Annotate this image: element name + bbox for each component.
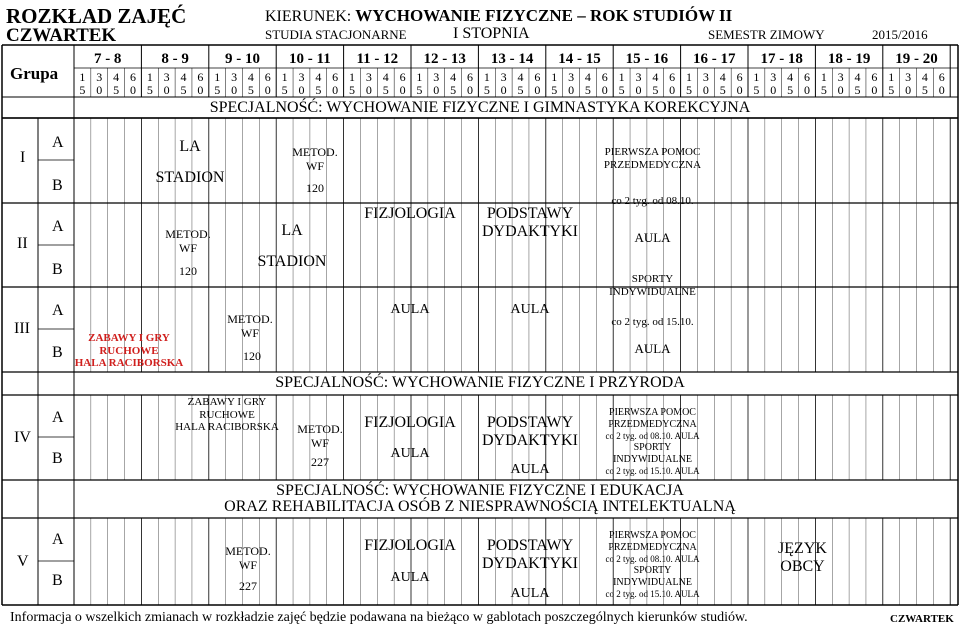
quarter-bottom-label: 5 [483, 83, 490, 97]
subgroup-I-B: B [52, 177, 63, 194]
quarter-bottom-label: 0 [298, 83, 305, 97]
hour-label: 8 - 9 [161, 51, 189, 67]
quarter-bottom-label: 5 [247, 83, 254, 97]
quarter-bottom-label: 0 [433, 83, 440, 97]
class-line-1: PODSTAWY [486, 414, 574, 431]
quarter-bottom-label: 0 [803, 83, 810, 97]
class-venue: HALA RACIBORSKA [74, 357, 184, 370]
quarter-top-label: 3 [298, 70, 305, 84]
venue-stadion-group-II [242, 253, 342, 271]
venue-name: STADION [155, 169, 225, 186]
frequency-text: co 2 tyg. od 08.10. [605, 431, 673, 441]
quarter-top-label: 4 [517, 70, 524, 84]
quarter-bottom-label: 0 [837, 83, 844, 97]
hour-label: 12 - 13 [423, 51, 466, 67]
hour-label: 15 - 16 [625, 51, 669, 67]
class-line-2: WF [311, 435, 329, 450]
room-name: AULA [674, 588, 700, 599]
class-line-2: WF [179, 240, 197, 255]
kierunek-label: KIERUNEK: [265, 8, 352, 25]
hour-label: 10 - 11 [289, 51, 331, 67]
stopien: I STOPNIA [453, 25, 530, 42]
class-line-1: PIERWSZA POMOC [609, 407, 696, 418]
quarter-top-label: 4 [450, 70, 457, 84]
quarter-bottom-label: 5 [113, 83, 120, 97]
kierunek-value: WYCHOWANIE FIZYCZNE – ROK STUDIÓW II [355, 6, 733, 25]
quarter-top-label: 1 [888, 70, 895, 84]
quarter-top-label: 4 [787, 70, 794, 84]
quarter-top-label: 1 [753, 70, 760, 84]
class-line-2: PRZEDMEDYCZNA [608, 419, 697, 430]
quarter-top-label: 1 [214, 70, 221, 84]
class-podstawy-dydaktyki-IV [470, 414, 590, 451]
quarter-bottom-label: 5 [921, 83, 928, 97]
class-line-2: WF [241, 325, 259, 340]
quarter-bottom-label: 0 [736, 83, 743, 97]
quarter-bottom-label: 5 [382, 83, 389, 97]
footer-day-tag: CZWARTEK [890, 613, 954, 625]
hour-label: 7 - 8 [93, 51, 122, 67]
class-name: LA [281, 222, 303, 239]
quarter-bottom-label: 0 [466, 83, 473, 97]
quarter-top-label: 4 [382, 70, 389, 84]
class-line-2: RUCHOWE [199, 408, 255, 421]
quarter-top-label: 6 [466, 70, 473, 84]
quarter-bottom-label: 0 [231, 83, 238, 97]
subgroup-II-A: A [52, 218, 64, 235]
quarter-top-label: 4 [652, 70, 659, 84]
quarter-bottom-label: 0 [601, 83, 608, 97]
quarter-top-label: 3 [231, 70, 238, 84]
quarter-bottom-label: 0 [264, 83, 271, 97]
group-label-V: V [17, 553, 29, 570]
quarter-top-label: 4 [180, 70, 187, 84]
quarter-top-label: 4 [315, 70, 322, 84]
specialization-2: SPECJALNOŚĆ: WYCHOWANIE FIZYCZNE I PRZYRODA [275, 374, 685, 391]
quarter-bottom-label: 0 [568, 83, 575, 97]
frequency-text: co 2 tyg. od 15.10. [611, 316, 694, 328]
hour-label: 18 - 19 [827, 51, 871, 67]
grupa-label: Grupa [10, 64, 59, 83]
class-line-1: PIERWSZA POMOC [609, 530, 696, 541]
frequency-1510-line [590, 466, 715, 477]
quarter-top-label: 1 [618, 70, 625, 84]
quarter-bottom-label: 5 [888, 83, 895, 97]
class-jezyk-obcy [755, 540, 850, 577]
class-line-2: WF [239, 557, 257, 572]
class-metod-wf-group-I [275, 146, 355, 174]
room-name: AULA [674, 465, 700, 476]
schedule-title: ROZKŁAD ZAJĘĆ [6, 4, 187, 28]
quarter-bottom-label: 5 [180, 83, 187, 97]
class-pierwsza-sporty-V [590, 530, 715, 600]
quarter-top-label: 4 [584, 70, 591, 84]
quarter-top-label: 1 [146, 70, 153, 84]
quarter-top-label: 3 [837, 70, 844, 84]
class-fizjologia-I-III [350, 205, 470, 223]
quarter-bottom-label: 5 [618, 83, 625, 97]
quarter-bottom-label: 0 [635, 83, 642, 97]
class-line-4: INDYWIDUALNE [613, 576, 692, 588]
subgroup-IV-B: B [52, 450, 63, 467]
quarter-top-label: 4 [921, 70, 928, 84]
room-name: AULA [390, 446, 430, 461]
quarter-bottom-label: 0 [399, 83, 406, 97]
class-line-2: INDYWIDUALNE [609, 285, 696, 298]
subgroup-V-B: B [52, 572, 63, 589]
class-la-group-I [150, 138, 230, 156]
class-line-1: METOD. [297, 422, 343, 436]
room-120-group-I [275, 182, 355, 196]
room-name: AULA [510, 462, 550, 477]
academic-year: 2015/2016 [872, 27, 928, 42]
footer-info: Informacja o wszelkich zmianach w rozkładzie zajęć będzie podawana na bieżąco w gablotach poszczególnych kierunków studiów. [10, 610, 748, 625]
quarter-bottom-label: 5 [753, 83, 760, 97]
quarter-top-label: 6 [332, 70, 339, 84]
studia-type: STUDIA STACJONARNE [265, 27, 407, 42]
class-line-1: PODSTAWY [486, 205, 574, 222]
quarter-top-label: 1 [820, 70, 827, 84]
quarter-top-label: 3 [365, 70, 372, 84]
room-aula-fizjologia-IV [370, 446, 450, 462]
quarter-top-label: 6 [534, 70, 541, 84]
class-metod-wf-group-V [208, 545, 288, 573]
quarter-bottom-label: 5 [652, 83, 659, 97]
quarter-bottom-label: 5 [686, 83, 693, 97]
group-label-III: III [14, 320, 30, 337]
frequency-1510 [590, 316, 715, 329]
room-name: AULA [674, 431, 700, 441]
class-metod-wf-group-IV [280, 423, 360, 451]
group-label-IV: IV [14, 429, 31, 446]
class-line-2: DYDAKTYKI [482, 223, 578, 241]
hour-label: 19 - 20 [895, 51, 938, 67]
class-zabawy-group-III [74, 332, 184, 370]
quarter-top-label: 1 [416, 70, 423, 84]
quarter-bottom-label: 0 [905, 83, 912, 97]
quarter-bottom-label: 5 [517, 83, 524, 97]
quarter-top-label: 3 [770, 70, 777, 84]
room-120-group-III [212, 350, 292, 364]
class-line-2: OBCY [780, 558, 825, 576]
quarter-bottom-label: 5 [315, 83, 322, 97]
quarter-bottom-label: 0 [365, 83, 372, 97]
class-line-1: METOD. [227, 312, 273, 326]
quarter-top-label: 1 [281, 70, 288, 84]
frequency-text: co 2 tyg. od 08.10. [611, 195, 694, 207]
room-number: 120 [243, 349, 261, 363]
room-number: 120 [306, 181, 324, 195]
quarter-top-label: 3 [568, 70, 575, 84]
class-line-2: DYDAKTYKI [482, 432, 578, 450]
frequency-0810-line [590, 431, 715, 442]
class-line-3: SPORTY [633, 564, 672, 576]
class-la-group-II [252, 222, 332, 240]
room-aula-podstawy-V [490, 586, 570, 602]
group-label-II: II [17, 235, 28, 252]
room-number: 227 [239, 579, 257, 593]
frequency-text: co 2 tyg. od 15.10. [605, 588, 673, 599]
quarter-bottom-label: 0 [669, 83, 676, 97]
quarter-bottom-label: 0 [96, 83, 103, 97]
subgroup-II-B: B [52, 261, 63, 278]
quarter-bottom-label: 0 [332, 83, 339, 97]
class-fizjologia-IV [350, 414, 470, 432]
frequency-0810-line [590, 554, 715, 565]
class-line-2: PRZEDMEDYCZNA [603, 158, 702, 171]
room-aula-podstawy [490, 302, 570, 318]
quarter-bottom-label: 0 [534, 83, 541, 97]
room-number: 120 [179, 264, 197, 278]
hour-label: 14 - 15 [558, 51, 601, 67]
class-line-1: JĘZYK [778, 540, 827, 557]
quarter-top-label: 3 [96, 70, 103, 84]
hour-label: 16 - 17 [693, 51, 736, 67]
quarter-bottom-label: 5 [820, 83, 827, 97]
subgroup-V-A: A [52, 531, 64, 548]
room-name: AULA [674, 554, 700, 564]
room-227-group-V [208, 580, 288, 594]
quarter-bottom-label: 5 [416, 83, 423, 97]
group-label-I: I [20, 149, 26, 166]
quarter-bottom-label: 0 [197, 83, 204, 97]
room-aula-pierwsza [590, 231, 715, 246]
class-line-1: METOD. [225, 544, 271, 558]
class-line-3: SPORTY [633, 441, 672, 453]
room-name: AULA [634, 230, 671, 245]
room-aula-fizjologia [370, 302, 450, 318]
quarter-bottom-label: 5 [349, 83, 356, 97]
quarter-top-label: 6 [197, 70, 204, 84]
class-line-1: PIERWSZA POMOC [604, 146, 701, 158]
quarter-top-label: 6 [803, 70, 810, 84]
quarter-top-label: 4 [719, 70, 726, 84]
quarter-bottom-label: 0 [163, 83, 170, 97]
subgroup-III-B: B [52, 344, 63, 361]
hour-label: 11 - 12 [356, 51, 399, 67]
room-227-group-IV [280, 456, 360, 470]
quarter-bottom-label: 5 [787, 83, 794, 97]
frequency-1510-line [590, 589, 715, 600]
class-podstawy-dydaktyki-V [470, 537, 590, 574]
room-aula-podstawy-IV [490, 462, 570, 478]
quarter-top-label: 6 [938, 70, 945, 84]
room-name: AULA [634, 341, 671, 356]
semester: SEMESTR ZIMOWY [708, 27, 825, 42]
day-label: CZWARTEK [6, 25, 117, 46]
quarter-bottom-label: 5 [214, 83, 221, 97]
class-name: FIZJOLOGIA [364, 537, 456, 554]
quarter-top-label: 1 [686, 70, 693, 84]
class-name: FIZJOLOGIA [364, 205, 456, 222]
class-line-1: METOD. [292, 145, 338, 159]
room-name: AULA [510, 302, 550, 317]
quarter-bottom-label: 5 [719, 83, 726, 97]
quarter-bottom-label: 0 [871, 83, 878, 97]
room-120-group-II [148, 265, 228, 279]
quarter-top-label: 3 [433, 70, 440, 84]
class-podstawy-dydaktyki-I-III [470, 205, 590, 242]
quarter-top-label: 4 [113, 70, 120, 84]
room-name: AULA [510, 586, 550, 601]
quarter-bottom-label: 0 [938, 83, 945, 97]
quarter-top-label: 3 [500, 70, 507, 84]
class-line-1: ZABAWY I GRY [88, 332, 170, 344]
quarter-top-label: 6 [871, 70, 878, 84]
class-sporty-indywidualne [590, 273, 715, 298]
class-line-1: ZABAWY I GRY [187, 396, 267, 408]
room-number: 227 [311, 455, 329, 469]
venue-name: STADION [257, 253, 327, 270]
class-venue: HALA RACIBORSKA [175, 421, 279, 434]
class-pierwsza-pomoc [590, 146, 715, 171]
class-fizjologia-V [350, 537, 470, 555]
quarter-bottom-label: 5 [281, 83, 288, 97]
class-line-2: DYDAKTYKI [482, 555, 578, 573]
specialization-3-line1: SPECJALNOŚĆ: WYCHOWANIE FIZYCZNE I EDUKACJA [276, 482, 684, 499]
subgroup-III-A: A [52, 302, 64, 319]
quarter-bottom-label: 5 [854, 83, 861, 97]
quarter-top-label: 3 [635, 70, 642, 84]
class-line-2: PRZEDMEDYCZNA [608, 542, 697, 553]
quarter-top-label: 6 [399, 70, 406, 84]
class-line-1: SPORTY [631, 273, 674, 285]
quarter-top-label: 6 [129, 70, 136, 84]
quarter-bottom-label: 5 [450, 83, 457, 97]
class-zabawy-group-IV [172, 396, 282, 434]
room-aula-sporty [590, 342, 715, 357]
quarter-bottom-label: 5 [79, 83, 86, 97]
quarter-top-label: 6 [736, 70, 743, 84]
class-name: LA [179, 138, 201, 155]
class-name: FIZJOLOGIA [364, 414, 456, 431]
class-line-2: WF [306, 158, 324, 173]
venue-stadion-group-I [140, 169, 240, 187]
quarter-bottom-label: 0 [500, 83, 507, 97]
hour-label: 13 - 14 [490, 51, 534, 67]
quarter-bottom-label: 5 [551, 83, 558, 97]
hour-label: 9 - 10 [224, 51, 260, 67]
room-name: AULA [390, 570, 430, 585]
quarter-top-label: 6 [669, 70, 676, 84]
quarter-top-label: 6 [601, 70, 608, 84]
specialization-1: SPECJALNOŚĆ: WYCHOWANIE FIZYCZNE I GIMNASTYKA KOREKCYJNA [209, 99, 751, 116]
quarter-top-label: 3 [163, 70, 170, 84]
class-pierwsza-sporty-IV [590, 407, 715, 477]
quarter-top-label: 3 [905, 70, 912, 84]
quarter-top-label: 4 [247, 70, 254, 84]
quarter-top-label: 1 [79, 70, 86, 84]
class-line-1: PODSTAWY [486, 537, 574, 554]
quarter-bottom-label: 5 [146, 83, 153, 97]
quarter-top-label: 1 [483, 70, 490, 84]
class-line-1: METOD. [165, 227, 211, 241]
quarter-top-label: 4 [854, 70, 861, 84]
quarter-bottom-label: 0 [770, 83, 777, 97]
specialization-3-line2: ORAZ REHABILITACJA OSÓB Z NIESPRAWNOŚCIĄ INTELEKTUALNĄ [224, 498, 736, 515]
quarter-bottom-label: 0 [129, 83, 136, 97]
subgroup-I-A: A [52, 134, 64, 151]
hour-label: 17 - 18 [760, 51, 803, 67]
class-metod-wf-group-III [210, 313, 290, 341]
quarter-top-label: 3 [702, 70, 709, 84]
class-metod-wf-group-II [148, 228, 228, 256]
quarter-top-label: 1 [349, 70, 356, 84]
quarter-top-label: 1 [551, 70, 558, 84]
frequency-0810 [590, 195, 715, 208]
quarter-top-label: 6 [264, 70, 271, 84]
frequency-text: co 2 tyg. od 08.10. [605, 554, 673, 564]
class-line-2: RUCHOWE [99, 344, 159, 357]
room-name: AULA [390, 302, 430, 317]
class-line-4: INDYWIDUALNE [613, 453, 692, 465]
frequency-text: co 2 tyg. od 15.10. [605, 465, 673, 476]
quarter-bottom-label: 5 [584, 83, 591, 97]
quarter-bottom-label: 0 [702, 83, 709, 97]
subgroup-IV-A: A [52, 409, 64, 426]
room-aula-fizjologia-V [370, 570, 450, 586]
